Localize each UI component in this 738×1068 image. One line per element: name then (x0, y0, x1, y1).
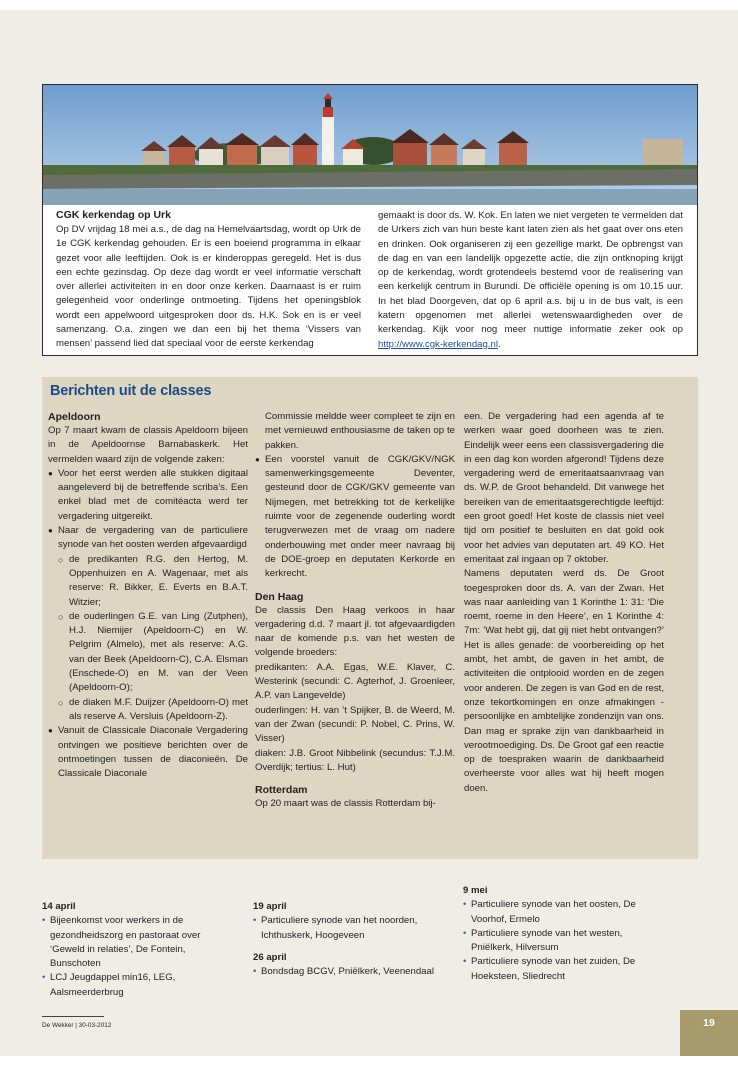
feature-text-col-1: Op DV vrijdag 18 mei a.s., de dag na Hemelvaartsdag, wordt op Urk de 1e CGK kerkendag gehouden. Er is een boeiend programma in elkaar gezet voor alle leeftijden. Ook is er kinderoppas geregeld. Het is dus een echte gezinsdag. Op deze dag wordt er veel informatie verschaft over allerlei activiteiten in en door onze kerken. Daarnaast is er ruim gelegenheid voor onderlinge ontmoeting. Tijdens het openingsblok wordt een appelwoord uitgesproken door ds. H.K. Sok en is er veel samenzang. O.a. zingen we dan een bij het thema ‘Vissers van mensen’ passend lied dat speciaal voor de eerste kerkendag (56, 224, 361, 350)
apeldoorn-sub-2: ○ de ouderlingen G.E. van Ling (Zutphen), H.J. Niemijer (Apeldoorn-C) en W. Pelgrim (Almelo), met als reserve: A.G. van der Beek (Apeldoorn-C), C.A. Elsman (Enschede-O) en M. van der Veen (Apeldoorn-O); (48, 610, 248, 696)
agenda-col-3 (463, 884, 653, 984)
denhaag-diaken: diaken: J.B. Groot Nibbelink (secundus: T.J.M. Overdijk; tertius: L. Hut) (255, 747, 455, 773)
apeldoorn-sub-1: ○ de predikanten R.G. den Hertog, M. Oppenhuizen en A. Wagenaar, met als reserve: R. Bikker, E. Everts en B.A.T. Witzier; (48, 553, 248, 610)
agenda-col-1 (42, 900, 232, 1000)
agenda-item: • Particuliere synode van het noorden, Ichthuskerk, Hoogeveen (253, 914, 443, 943)
feature-text-col-2 (378, 209, 683, 352)
feature-text-col-2-body: gemaakt is door ds. W. Kok. En laten we niet vergeten te vermelden dat de Urkers zich van hun beste kant laten zien als het gaat over ons eten en drinken. Ook organiseren zij een gezellige markt. De opbrengst van de dag en van een landelijk opgezette actie, die zijn ontknoping krijgt op de kerkendag, wordt grotendeels bestemd voor de realisering van een kerkelijk centrum in Burundi. De officiële opening is om 10.15 uur. In het blad Doorgeven, dat op 6 april a.s. bij u in de bus valt, is een katern opgenomen met allerlei wetenswaardigheden over de kerkendag. Kijk voor nog meer nuttige informatie zeker ook op (378, 210, 683, 336)
agenda-item: • Particuliere synode van het zuiden, De Hoeksteen, Sliedrecht (463, 955, 653, 984)
footer-rule (42, 1016, 104, 1017)
apeldoorn-bullet-4: ● Een voorstel vanuit de CGK/GKV/NGK samenwerkingsgemeente Deventer, gesteund door de CGK/GKV gemeente van Nijmegen, met betrekking tot de kerkelijke ruimte voor de zegenende ouderling wordt terugverwezen met de vraag om nadere onderbouwing met onder meer navraag bij de DOE-groep en deputaten Kerkorde en kerkrecht. (255, 453, 455, 582)
agenda-item: • Bondsdag BCGV, Pniëlkerk, Veenendaal (253, 965, 443, 979)
apeldoorn-sub-3: ○ de diaken M.F. Duijzer (Apeldoorn-O) met als reserve A. Versluis (Apeldoorn-Z). (48, 696, 248, 725)
berichten-col-2 (255, 410, 455, 811)
feature-title: CGK kerkendag op Urk (56, 209, 171, 221)
heading-rotterdam: Rotterdam (255, 784, 308, 797)
heading-den-haag: Den Haag (255, 590, 304, 603)
page-number: 19 (703, 1017, 715, 1029)
section-title: Berichten uit de classes (50, 383, 212, 399)
urk-lighthouse-photo (43, 85, 697, 205)
denhaag-ouderlingen: ouderlingen: H. van ’t Spijker, B. de Weerd, M. van der Zwan (secundi: P. Nobel, C. Prins, W. Visser) (255, 704, 455, 745)
agenda-col-2 (253, 900, 443, 979)
bottom-margin (0, 1056, 738, 1068)
agenda-date: 14 april (42, 901, 76, 912)
feature-article-box (42, 84, 698, 356)
kerkendag-link[interactable]: http://www.cgk-kerkendag.nl (378, 338, 498, 350)
agenda-item: • Particuliere synode van het oosten, De Voorhof, Ermelo (463, 898, 653, 927)
rotterdam-intro: Op 20 maart was de classis Rotterdam bij- (255, 798, 436, 810)
agenda-item: • Particuliere synode van het westen, Pniëlkerk, Hilversum (463, 927, 653, 956)
agenda-item: • Bijeenkomst voor werkers in de gezondheidszorg en pastoraat over ‘Geweld in relaties’, De Fontein, Bunschoten (42, 914, 232, 971)
page-number-tab (680, 1010, 738, 1056)
apeldoorn-intro: Op 7 maart kwam de classis Apeldoorn bijeen in de Apeldoornse Barnabaskerk. Het vermelden waard zijn de volgende zaken: (48, 425, 248, 465)
rotterdam-cont-1: een. De vergadering had een agenda af te werken waar goed doorheen was te zien. Eindelijk weer eens een classisvergadering die in een dag kon worden afgerond! Tijdens deze vergadering werd de emeritaatsaanvraag van ds. W.P. de Groot behandeld. Dit vanwege het bereiken van de emeritaatsgerechtigde leeftijd: een groot goed! Het koste de classis niet veel tijd om positief te besluiten en dat gold ook voor het advies van deputaten art. 49 KO. Het emeritaat zal ingaan op 7 oktober. (464, 411, 664, 565)
berichten-col-1 (48, 410, 248, 781)
rotterdam-cont-2: Namens deputaten werd ds. De Groot toegesproken door ds. A. van der Zwan. Het was naar aanleiding van 1 Korinthe 1: 31: ‘Die roemt, roeme in den Heere’, en 1 Korinthe 4: 7m: ‘Wat hebt gij, dat gij niet hebt ontvangen?’ Het is alles genade: de voorbereiding op het ambt, het ambt, de gaven in het ambt, de activiteiten die ontplooid worden en de zegen voor anderen. De zegen is van God en de rest, onze tekortkomingen en onze afmakingen -persoonlijke en ambtelijke zondenzijn van ons. Dan mag er sprake zijn van dankbaarheid in verootmoediging. Ds. De Groot gaf een reactie op de toespraken waarin de dankbaarheid overheerste voor alles wat hij heeft mogen doen. (464, 568, 664, 794)
agenda-item: • LCJ Jeugdappel min16, LEG, Aalsmeerderbrug (42, 971, 232, 1000)
apeldoorn-bullet-2: ● Naar de vergadering van de particuliere synode van het oosten werden afgevaardigd (48, 524, 248, 553)
agenda-date: 9 mei (463, 885, 488, 896)
agenda-date: 19 april (253, 901, 287, 912)
link-period: . (497, 338, 501, 350)
apeldoorn-bullet-3: ● Vanuit de Classicale Diaconale Vergadering ontvingen we positieve berichten over de ontmoetingen tussen de diaconieën. De Classicale Diaconale (48, 724, 248, 781)
water (43, 189, 697, 205)
photo-illustration (43, 85, 697, 205)
agenda-date: 26 april (253, 951, 287, 963)
denhaag-predikanten: predikanten: A.A. Egas, W.E. Klaver, C. Westerink (secundi: C. Agterhof, J. Groenleer, A.P. van Langevelde) (255, 661, 455, 702)
heading-apeldoorn: Apeldoorn (48, 411, 101, 423)
berichten-section (42, 377, 698, 859)
denhaag-intro: De classis Den Haag verkoos in haar vergadering d.d. 7 maart jl. tot afgevaardigden naar de komende p.s. van het westen de volgende broeders: (255, 604, 455, 659)
berichten-col-3 (464, 410, 664, 796)
apeldoorn-bullet-1: ● Voor het eerst werden alle stukken digitaal aangeleverd bij de betreffende scriba’s. Een enkel blad met de comitéacta werd ter vergadering uitgereikt. (48, 467, 248, 524)
top-margin (0, 0, 738, 10)
publication-footer: De Wekker | 30-03-2012 (42, 1022, 112, 1029)
apeldoorn-bullet-3-cont: Commissie meldde weer compleet te zijn en met vernieuwd enthousiasme de taken op te pakken. (265, 411, 455, 451)
